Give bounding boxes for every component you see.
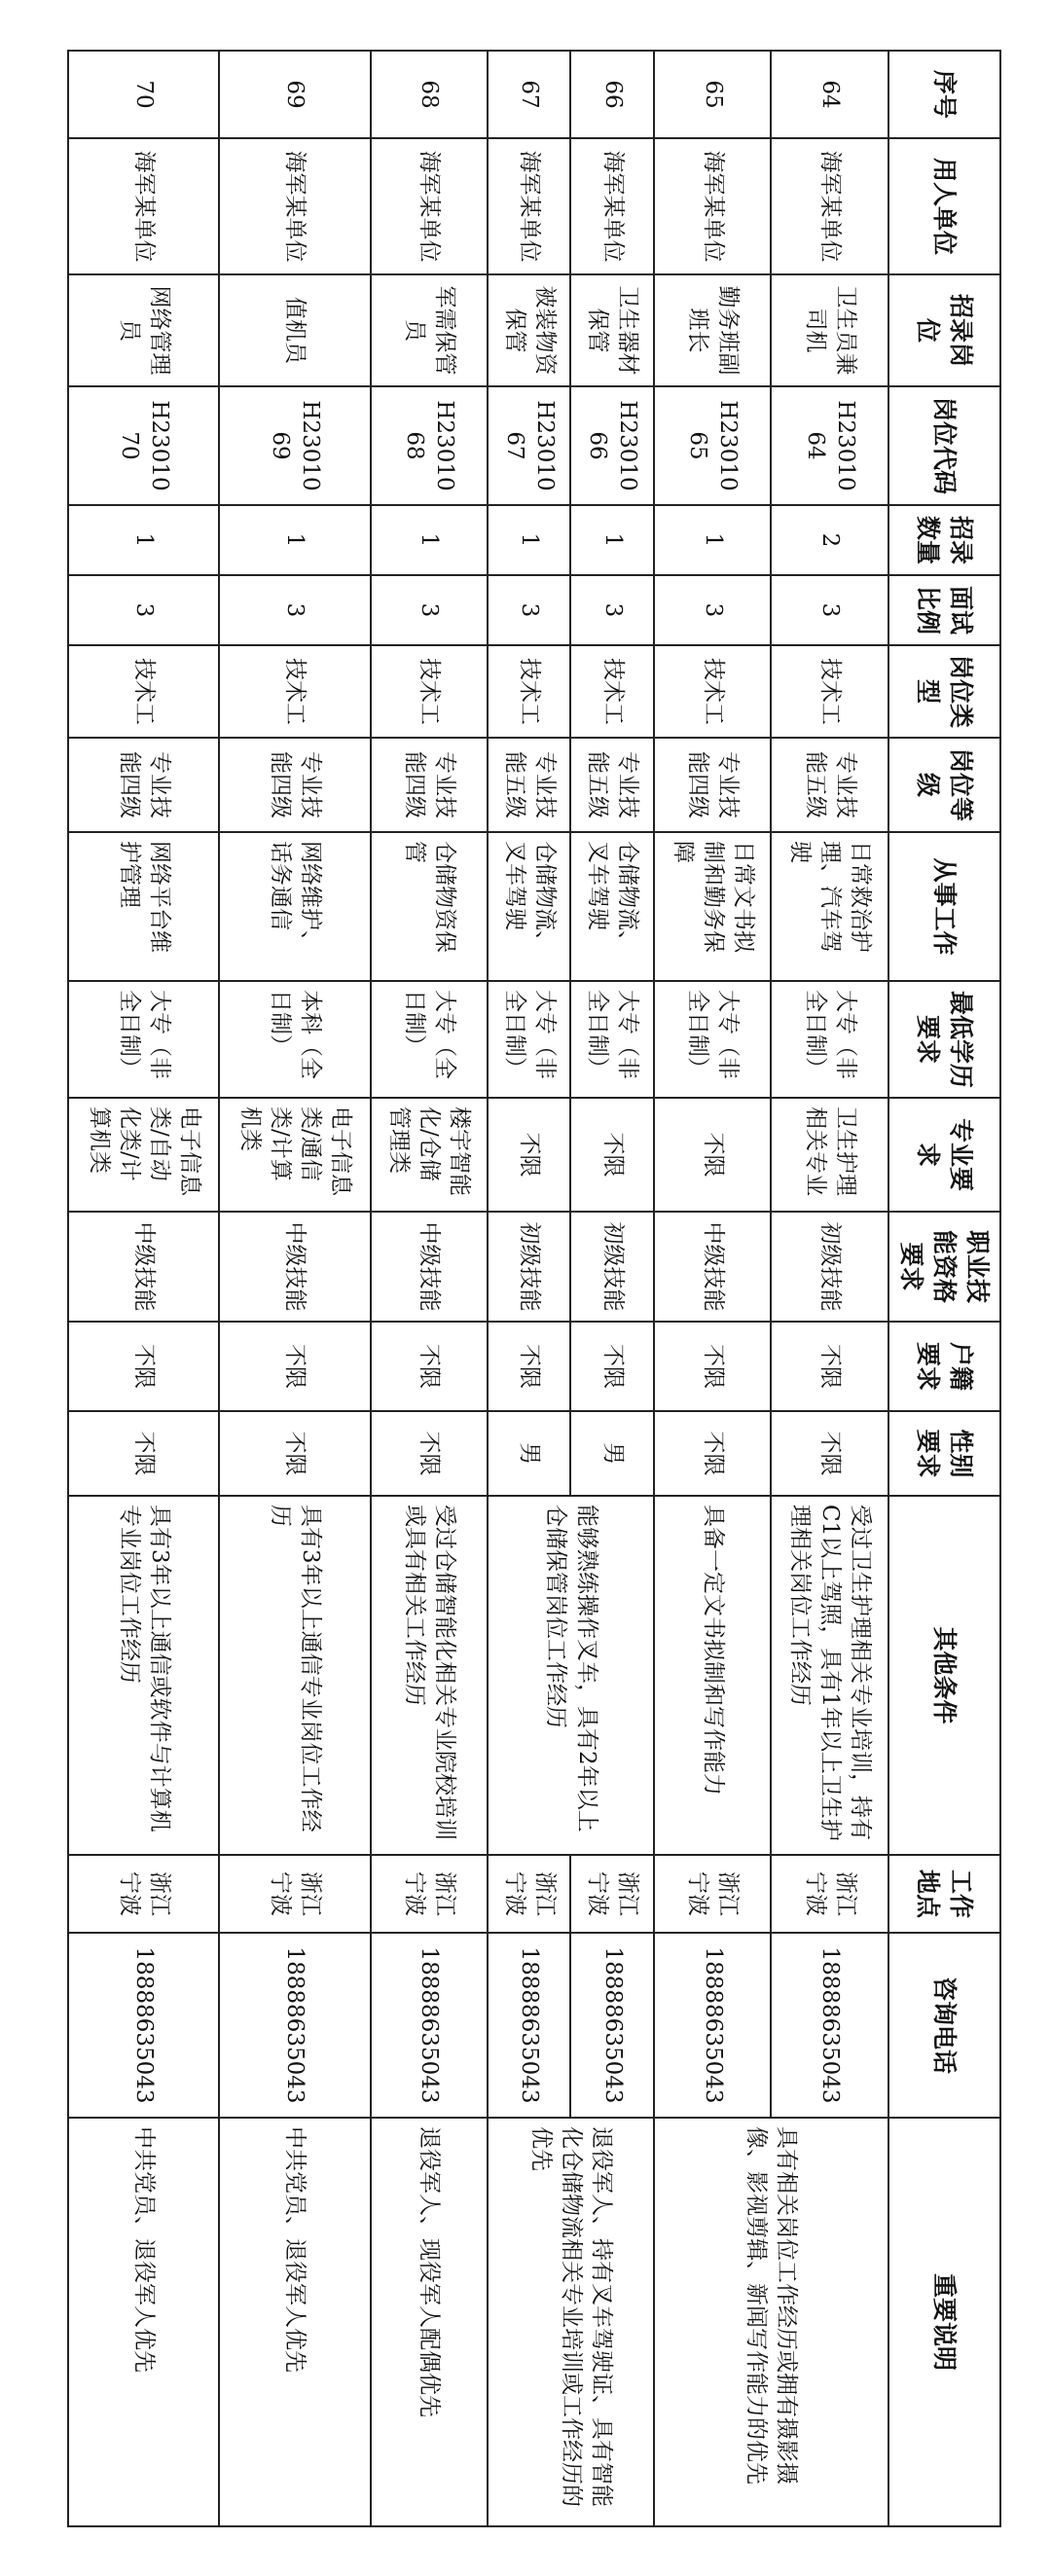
cell-gender: 不限 xyxy=(219,1411,370,1496)
cell-code: H2301064 xyxy=(771,386,888,505)
cell-other: 受过卫生护理相关专业培训，持有C1以上驾照，具有1年以上卫生护理相关岗位工作经历 xyxy=(771,1496,888,1855)
cell-level: 专业技能五级 xyxy=(771,738,888,832)
cell-ratio: 3 xyxy=(654,575,771,645)
cell-duty: 网络平台维护管理 xyxy=(68,832,219,981)
cell-phone: 18888635043 xyxy=(771,1933,888,2118)
cell-ratio: 3 xyxy=(219,575,370,645)
cell-major: 不限 xyxy=(570,1098,654,1212)
cell-duty: 仓储物资保管 xyxy=(371,832,488,981)
cell-place: 浙江宁波 xyxy=(771,1855,888,1933)
cell-note: 退役军人、现役军人配偶优先 xyxy=(371,2118,488,2526)
cell-unit: 海军某单位 xyxy=(654,138,771,274)
cell-duty: 仓储物流、叉车驾驶 xyxy=(570,832,654,981)
cell-skill: 中级技能 xyxy=(219,1212,370,1322)
header-cell-place: 工作地点 xyxy=(888,1855,1000,1933)
header-cell-major: 专业要求 xyxy=(888,1098,1000,1212)
cell-type: 技术工 xyxy=(654,645,771,738)
cell-level: 专业技能五级 xyxy=(488,738,571,832)
header-cell-edu: 最低学历要求 xyxy=(888,981,1000,1098)
table-row-68 xyxy=(371,51,488,2526)
cell-phone: 18888635043 xyxy=(654,1933,771,2118)
cell-post: 卫生器材保管 xyxy=(570,274,654,386)
cell-note: 中共党员、退役军人优先 xyxy=(68,2118,219,2526)
cell-unit: 海军某单位 xyxy=(371,138,488,274)
cell-hukou: 不限 xyxy=(570,1322,654,1411)
cell-count: 1 xyxy=(371,505,488,575)
cell-gender: 不限 xyxy=(654,1411,771,1496)
cell-major: 楼宇智能化/仓储管理类 xyxy=(371,1098,488,1212)
cell-unit: 海军某单位 xyxy=(570,138,654,274)
cell-other: 能够熟练操作叉车，具有2年以上仓储保管岗位工作经历 xyxy=(488,1496,654,1855)
cell-post: 军需保管员 xyxy=(371,274,488,386)
cell-seq: 67 xyxy=(488,51,571,138)
cell-skill: 中级技能 xyxy=(68,1212,219,1322)
cell-hukou: 不限 xyxy=(68,1322,219,1411)
cell-skill: 中级技能 xyxy=(654,1212,771,1322)
cell-skill: 初级技能 xyxy=(570,1212,654,1322)
cell-place: 浙江宁波 xyxy=(68,1855,219,1933)
header-cell-duty: 从事工作 xyxy=(888,832,1000,981)
cell-ratio: 3 xyxy=(371,575,488,645)
cell-place: 浙江宁波 xyxy=(570,1855,654,1933)
rotated-page xyxy=(67,50,1001,2525)
cell-edu: 大专（非全日制） xyxy=(68,981,219,1098)
cell-gender: 不限 xyxy=(371,1411,488,1496)
header-cell-gender: 性别要求 xyxy=(888,1411,1000,1496)
cell-level: 专业技能四级 xyxy=(68,738,219,832)
cell-ratio: 3 xyxy=(570,575,654,645)
cell-edu: 大专（全日制） xyxy=(371,981,488,1098)
header-cell-level: 岗位等级 xyxy=(888,738,1000,832)
cell-duty: 日常文书拟制和勤务保障 xyxy=(654,832,771,981)
cell-code: H2301065 xyxy=(654,386,771,505)
table-row-70 xyxy=(68,51,219,2526)
cell-post: 勤务班副班长 xyxy=(654,274,771,386)
cell-edu: 本科（全日制） xyxy=(219,981,370,1098)
cell-code: H2301066 xyxy=(570,386,654,505)
cell-major: 不限 xyxy=(488,1098,571,1212)
header-cell-phone: 咨询电话 xyxy=(888,1933,1000,2118)
cell-phone: 18888635043 xyxy=(488,1933,571,2118)
cell-code: H2301069 xyxy=(219,386,370,505)
cell-phone: 18888635043 xyxy=(68,1933,219,2118)
cell-post: 被装物资保管 xyxy=(488,274,571,386)
header-row xyxy=(888,51,1000,2526)
cell-place: 浙江宁波 xyxy=(488,1855,571,1933)
recruitment-table xyxy=(67,50,1001,2527)
cell-code: H2301068 xyxy=(371,386,488,505)
cell-other: 受过仓储智能化相关专业院校培训或具有相关工作经历 xyxy=(371,1496,488,1855)
cell-seq: 69 xyxy=(219,51,370,138)
cell-place: 浙江宁波 xyxy=(371,1855,488,1933)
header-cell-code: 岗位代码 xyxy=(888,386,1000,505)
cell-edu: 大专（非全日制） xyxy=(488,981,571,1098)
cell-phone: 18888635043 xyxy=(570,1933,654,2118)
cell-count: 2 xyxy=(771,505,888,575)
cell-hukou: 不限 xyxy=(771,1322,888,1411)
cell-ratio: 3 xyxy=(488,575,571,645)
cell-level: 专业技能四级 xyxy=(219,738,370,832)
cell-type: 技术工 xyxy=(488,645,571,738)
cell-count: 1 xyxy=(570,505,654,575)
cell-edu: 大专（非全日制） xyxy=(570,981,654,1098)
header-cell-other: 其他条件 xyxy=(888,1496,1000,1855)
cell-duty: 仓储物流、叉车驾驶 xyxy=(488,832,571,981)
cell-major: 电子信息类/自动化类/计算机类 xyxy=(68,1098,219,1212)
cell-note: 具有相关岗位工作经历或拥有摄影摄像、影视剪辑、新闻写作能力的优先 xyxy=(654,2118,888,2526)
cell-seq: 68 xyxy=(371,51,488,138)
cell-note: 中共党员、退役军人优先 xyxy=(219,2118,370,2526)
cell-post: 值机员 xyxy=(219,274,370,386)
cell-unit: 海军某单位 xyxy=(68,138,219,274)
cell-seq: 66 xyxy=(570,51,654,138)
cell-gender: 男 xyxy=(570,1411,654,1496)
cell-hukou: 不限 xyxy=(371,1322,488,1411)
cell-skill: 初级技能 xyxy=(771,1212,888,1322)
cell-skill: 初级技能 xyxy=(488,1212,571,1322)
cell-hukou: 不限 xyxy=(219,1322,370,1411)
cell-count: 1 xyxy=(488,505,571,575)
cell-seq: 64 xyxy=(771,51,888,138)
cell-type: 技术工 xyxy=(371,645,488,738)
cell-phone: 18888635043 xyxy=(371,1933,488,2118)
cell-edu: 大专（非全日制） xyxy=(771,981,888,1098)
table-row-66 xyxy=(570,51,654,2526)
cell-edu: 大专（非全日制） xyxy=(654,981,771,1098)
header-cell-note: 重要说明 xyxy=(888,2118,1000,2526)
cell-other: 具备一定文书拟制和写作能力 xyxy=(654,1496,771,1855)
cell-seq: 65 xyxy=(654,51,771,138)
cell-phone: 18888635043 xyxy=(219,1933,370,2118)
cell-ratio: 3 xyxy=(771,575,888,645)
cell-duty: 日常救治护理、汽车驾驶 xyxy=(771,832,888,981)
cell-skill: 中级技能 xyxy=(371,1212,488,1322)
header-cell-type: 岗位类型 xyxy=(888,645,1000,738)
header-cell-skill: 职业技能资格要求 xyxy=(888,1212,1000,1322)
cell-major: 卫生护理相关专业 xyxy=(771,1098,888,1212)
cell-unit: 海军某单位 xyxy=(771,138,888,274)
cell-other: 具有3年以上通信或软件与计算机专业岗位工作经历 xyxy=(68,1496,219,1855)
cell-hukou: 不限 xyxy=(488,1322,571,1411)
cell-code: H2301067 xyxy=(488,386,571,505)
header-cell-seq: 序号 xyxy=(888,51,1000,138)
cell-major: 电子信息类/通信类/计算机类 xyxy=(219,1098,370,1212)
cell-type: 技术工 xyxy=(771,645,888,738)
cell-gender: 不限 xyxy=(771,1411,888,1496)
cell-other: 具有3年以上通信专业岗位工作经历 xyxy=(219,1496,370,1855)
cell-type: 技术工 xyxy=(68,645,219,738)
table-row-64 xyxy=(771,51,888,2526)
cell-major: 不限 xyxy=(654,1098,771,1212)
cell-level: 专业技能四级 xyxy=(371,738,488,832)
cell-seq: 70 xyxy=(68,51,219,138)
cell-post: 卫生员兼司机 xyxy=(771,274,888,386)
cell-level: 专业技能四级 xyxy=(654,738,771,832)
cell-type: 技术工 xyxy=(219,645,370,738)
cell-place: 浙江宁波 xyxy=(219,1855,370,1933)
header-cell-post: 招录岗位 xyxy=(888,274,1000,386)
cell-gender: 不限 xyxy=(68,1411,219,1496)
cell-count: 1 xyxy=(654,505,771,575)
header-cell-ratio: 面试比例 xyxy=(888,575,1000,645)
cell-place: 浙江宁波 xyxy=(654,1855,771,1933)
cell-type: 技术工 xyxy=(570,645,654,738)
cell-level: 专业技能五级 xyxy=(570,738,654,832)
header-cell-hukou: 户籍要求 xyxy=(888,1322,1000,1411)
cell-unit: 海军某单位 xyxy=(219,138,370,274)
cell-hukou: 不限 xyxy=(654,1322,771,1411)
cell-duty: 网络维护、话务通信 xyxy=(219,832,370,981)
cell-count: 1 xyxy=(68,505,219,575)
cell-note: 退役军人、持有叉车驾驶证、具有智能化仓储物流相关专业培训或工作经历的优先 xyxy=(488,2118,654,2526)
cell-gender: 男 xyxy=(488,1411,571,1496)
cell-code: H2301070 xyxy=(68,386,219,505)
header-cell-unit: 用人单位 xyxy=(888,138,1000,274)
cell-count: 1 xyxy=(219,505,370,575)
cell-post: 网络管理员 xyxy=(68,274,219,386)
cell-ratio: 3 xyxy=(68,575,219,645)
table-row-69 xyxy=(219,51,370,2526)
cell-unit: 海军某单位 xyxy=(488,138,571,274)
header-cell-count: 招录数量 xyxy=(888,505,1000,575)
